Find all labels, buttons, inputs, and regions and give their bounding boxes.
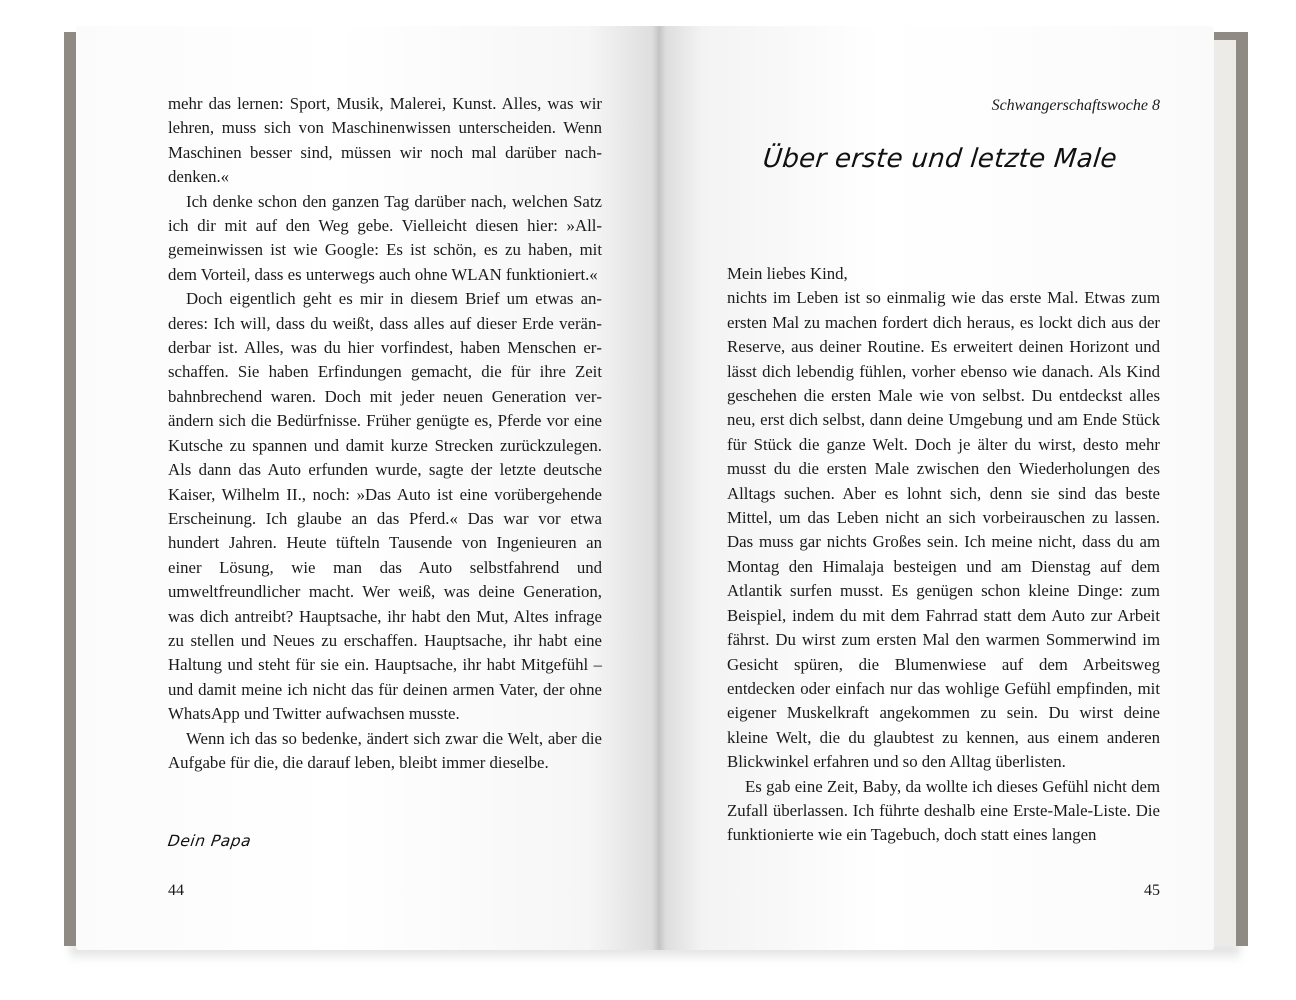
- left-paragraph-4: Wenn ich das so bedenke, ändert sich zwar die Welt, aber die Aufgabe für die, die darauf leben, bleibt immer dieselbe.: [168, 728, 602, 772]
- letter-signature: Dein Papa: [166, 832, 253, 850]
- chapter-title: Über erste und letzte Male: [761, 144, 1119, 174]
- right-page-body: [727, 262, 1160, 848]
- left-paragraph-2: Ich denke schon den ganzen Tag darüber nach, welchen Satz ich dir mit auf den Weg gebe. Vielleicht diesen hier: »Allgemeinwissen ist wie Google: Es ist schön, es zu haben, mit dem Vorteil, dass es unterwegs auch ohne WLAN funktioniert.«: [168, 191, 602, 284]
- left-paragraph-3: Doch eigentlich geht es mir in diesem Brief um etwas anderes: Ich will, dass du weißt, dass alles auf dieser Erde veränderbar ist. Alles, was du hier vorfindest, haben Menschen erschaffen. Sie haben Erfindungen gemacht, die für ihre Zeit bahnbrechend waren. Doch mit jeder neuen Generation verändern sich die Bedürfnisse. Früher genügte es, Pferde vor eine Kutsche zu spannen und damit kurze Strecken zurückzulegen. Als dann das Auto erfunden wurde, sagte der letzte deutsche Kaiser, Wilhelm II., noch: »Das Auto ist eine vorübergehende Erscheinung. Ich glaube an das Pferd.« Das war vor etwa hundert Jahren. Heute tüfteln Tausende von Ingenieuren an einer Lösung, wie man das Auto selbstfahrend und umweltfreundlicher macht. Wer weiß, was deine Generation, was dich antreibt? Hauptsache, ihr habt den Mut, Altes infrage zu stellen und Neues zu erschaffen. Hauptsache, ihr habt eine Haltung und steht für sie ein. Hauptsache, ihr habt Mitgefühl – und damit meine ich nicht das für deinen armen Vater, der ohne WhatsApp und Twitter aufwachsen musste.: [168, 289, 602, 724]
- page-number-left: 44: [168, 882, 184, 899]
- left-page-body: [168, 92, 602, 775]
- book-gutter: [652, 26, 666, 950]
- letter-salutation: Mein liebes Kind,: [727, 264, 848, 283]
- running-head: Schwangerschaftswoche 8: [991, 97, 1160, 114]
- left-paragraph-1: mehr das lernen: Sport, Musik, Malerei, Kunst. Alles, was wir lehren, muss sich von Maschinenwissen unterscheiden. Wenn Maschinen besser sind, müssen wir noch mal darüber nachdenken.«: [168, 94, 602, 187]
- right-paragraph-2: Es gab eine Zeit, Baby, da wollte ich dieses Gefühl nicht dem Zufall überlassen. Ich führte deshalb eine Erste-Male-Liste. Die funktionierte wie ein Tagebuch, doch statt eines langen: [727, 776, 1160, 845]
- right-paragraph-1: nichts im Leben ist so einmalig wie das erste Mal. Etwas zum ersten Mal zu machen fordert dich heraus, es lockt dich aus der Reserve, aus deiner Routine. Es erweitert deinen Horizont und lässt dich lebendig fühlen, vorher ebenso wie danach. Als Kind geschehen die ersten Male wie von selbst. Du entdeckst alles neu, erst dich selbst, dann deine Umgebung und am Ende Stück für Stück die ganze Welt. Doch je älter du wirst, desto mehr musst du die ersten Male zwischen den Wiederholungen des Alltags suchen. Aber es lohnt sich, denn sie sind das beste Mittel, um das Leben nicht an sich vorbeirauschen zu lassen. Das muss gar nichts Großes sein. Ich meine nicht, dass du am Montag den Himalaja besteigen und am Dienstag auf dem Atlantik surfen musst. Es genügen schon kleine Dinge: zum Beispiel, indem du mit dem Fahrrad statt dem Auto zur Arbeit fährst. Du wirst zum ersten Mal den warmen Sommerwind im Gesicht spüren, die Blumenwiese auf dem Arbeitsweg entdecken oder einfach nur das wohlige Gefühl empfinden, mit eigener Muskelkraft angekommen zu sein. Du wirst deine kleine Welt, die du glaubtest zu kennen, aus einem anderen Blickwinkel erfahren und so den Alltag überlisten.: [727, 288, 1160, 772]
- page-number-right: 45: [1144, 882, 1160, 899]
